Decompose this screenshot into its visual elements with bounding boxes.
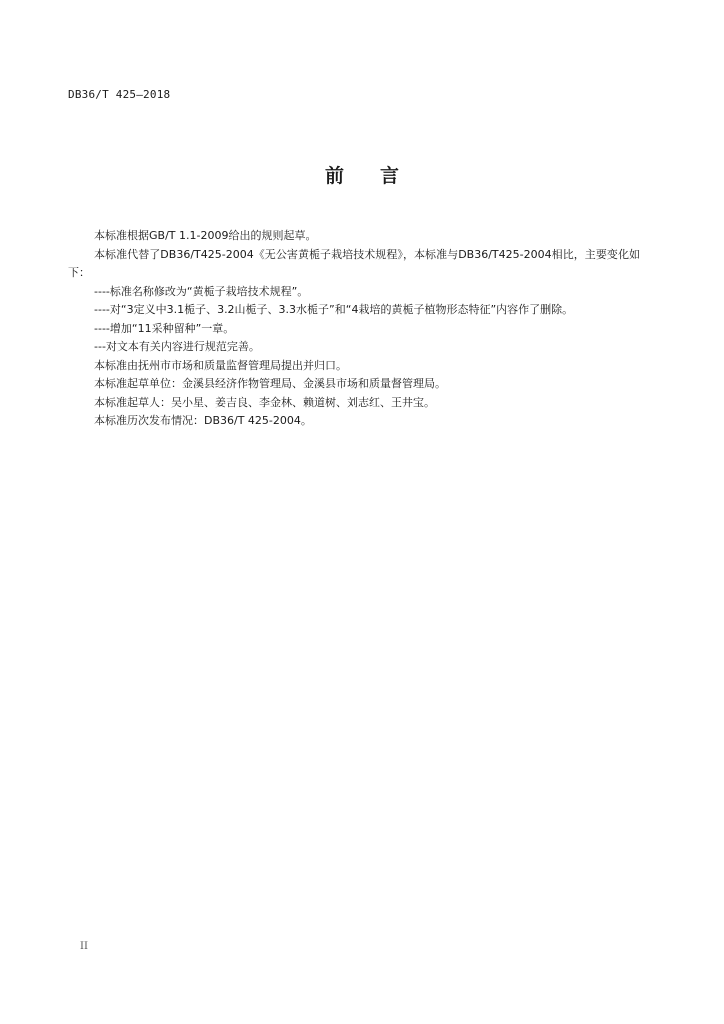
- paragraph-history: 本标准历次发布情况：DB36/T 425-2004。: [94, 414, 312, 427]
- paragraph-replacement: 本标准代替了DB36/T425-2004《无公害黄栀子栽培技术规程》，本标准与DB36/T425-2004相比，主要变化如下：: [68, 247, 640, 279]
- page-number: II: [80, 941, 88, 952]
- paragraph-drafting-rule: 本标准根据GB/T 1.1-2009给出的规则起草。: [94, 229, 317, 242]
- document-code-header: DB36/T 425—2018: [68, 88, 171, 101]
- paragraph-change-deletion: ----对“3定义中3.1栀子、3.2山栀子、3.3水栀子”和“4栽培的黄栀子植物形态特征”内容作了删除。: [94, 303, 574, 316]
- paragraph-change-addition: ----增加“11采种留种”一章。: [94, 321, 235, 335]
- foreword-body: [68, 227, 640, 431]
- paragraph-drafters: 本标准起草人：吴小星、姜吉良、李金林、赖道树、刘志红、王井宝。: [94, 395, 435, 409]
- paragraph-change-name: ----标准名称修改为“黄栀子栽培技术规程”。: [94, 284, 309, 298]
- title-char-1: 前: [324, 165, 344, 187]
- paragraph-change-text: ---对文本有关内容进行规范完善。: [94, 340, 260, 353]
- page-title: [0, 161, 724, 188]
- title-char-2: 言: [380, 165, 400, 187]
- paragraph-drafting-units: 本标准起草单位：金溪县经济作物管理局、金溪县市场和质量督管理局。: [94, 377, 446, 390]
- paragraph-proposer: 本标准由抚州市市场和质量监督管理局提出并归口。: [94, 358, 347, 372]
